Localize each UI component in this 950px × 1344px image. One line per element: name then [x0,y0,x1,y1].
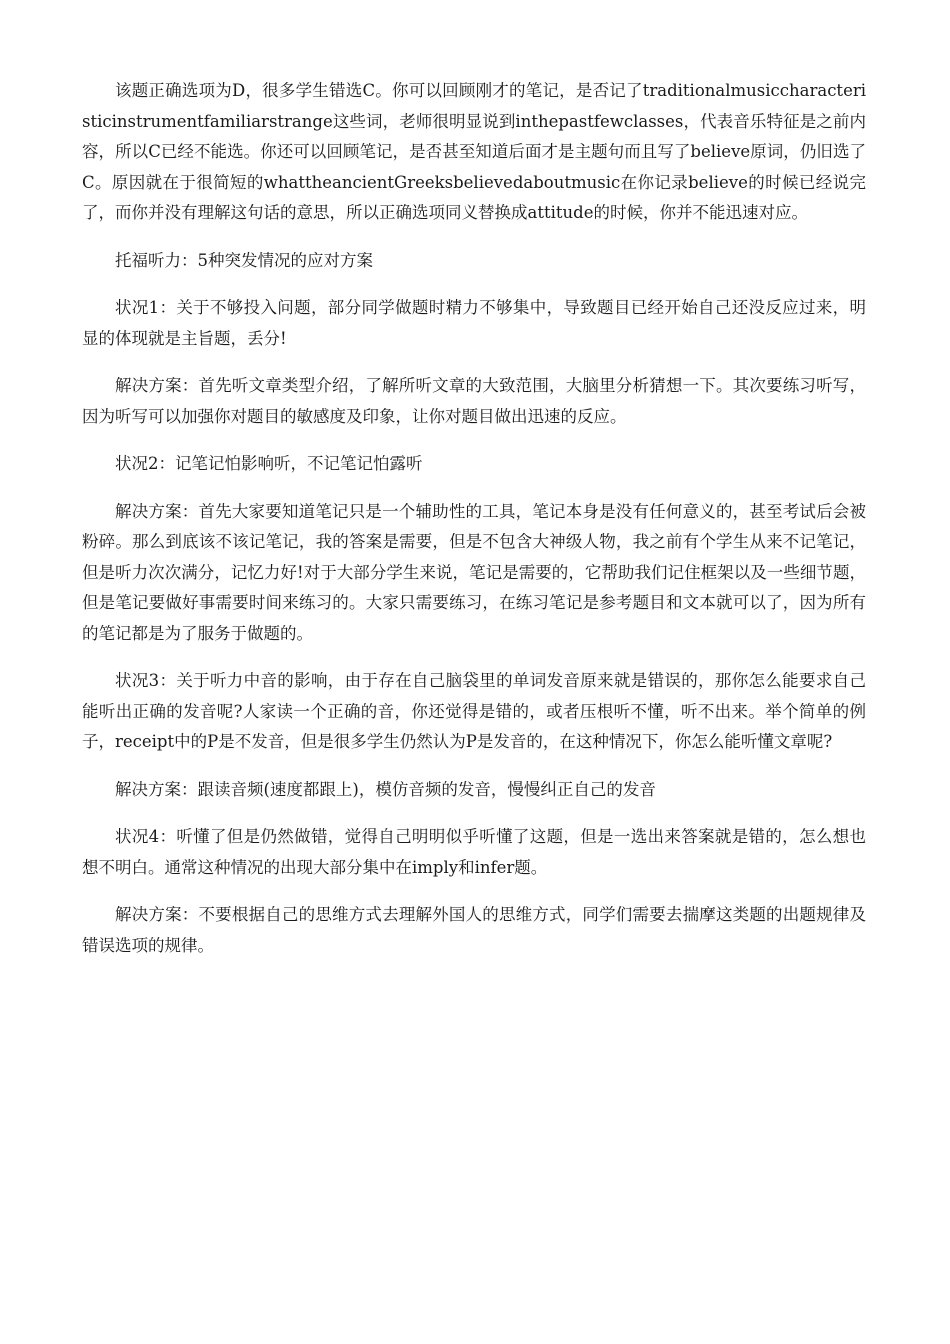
solution-1-paragraph: 解决方案：首先听文章类型介绍，了解所听文章的大致范围，大脑里分析猜想一下。其次要练习听写，因为听写可以加强你对题目的敏感度及印象，让你对题目做出迅速的反应。 [82,376,866,426]
analysis-paragraph: 该题正确选项为D，很多学生错选C。你可以回顾刚才的笔记，是否记了traditionalmusiccharacteristicinstrumentfamiliarstrange这些词，老师很明显说到inthepastfewclasses，代表音乐特征是之前内容，所以C已经不能选。你还可以回顾笔记，是否甚至知道后面才是主题句而且写了believe原词，仍旧选了C。原因就在于很简短的whattheancientGreeksbelievedaboutmusic在你记录believe的时候已经说完了，而你并没有理解这句话的意思，所以正确选项同义替换成attitude的时候，你并不能迅速对应。 [82,81,866,222]
section-heading: 托福听力：5种突发情况的应对方案 [115,250,373,270]
situation-1-paragraph: 状况1：关于不够投入问题，部分同学做题时精力不够集中，导致题目已经开始自己还没反应过来，明显的体现就是主旨题，丢分! [82,298,866,348]
situation-3-paragraph: 状况3：关于听力中音的影响，由于存在自己脑袋里的单词发音原来就是错误的，那你怎么能要求自己能听出正确的发音呢?人家读一个正确的音，你还觉得是错的，或者压根听不懂，听不出来。举个简单的例子，receipt中的P是不发音，但是很多学生仍然认为P是发音的，在这种情况下，你怎么能听懂文章呢? [82,671,866,751]
solution-2-paragraph: 解决方案：首先大家要知道笔记只是一个辅助性的工具，笔记本身是没有任何意义的，甚至考试后会被粉碎。那么到底该不该记笔记，我的答案是需要，但是不包含大神级人物，我之前有个学生从来不记笔记，但是听力次次满分，记忆力好!对于大部分学生来说，笔记是需要的，它帮助我们记住框架以及一些细节题，但是笔记要做好事需要时间来练习的。大家只需要练习，在练习笔记是参考题目和文本就可以了，因为所有的笔记都是为了服务于做题的。 [82,501,866,643]
situation-4-paragraph: 状况4：听懂了但是仍然做错，觉得自己明明似乎听懂了这题，但是一选出来答案就是错的，怎么想也想不明白。通常这种情况的出现大部分集中在imply和infer题。 [82,827,866,877]
solution-4-paragraph: 解决方案：不要根据自己的思维方式去理解外国人的思维方式，同学们需要去揣摩这类题的出题规律及错误选项的规律。 [82,905,866,955]
solution-3-paragraph: 解决方案：跟读音频(速度都跟上)，模仿音频的发音，慢慢纠正自己的发音 [115,779,656,799]
situation-2-paragraph: 状况2：记笔记怕影响听，不记笔记怕露听 [115,454,423,473]
